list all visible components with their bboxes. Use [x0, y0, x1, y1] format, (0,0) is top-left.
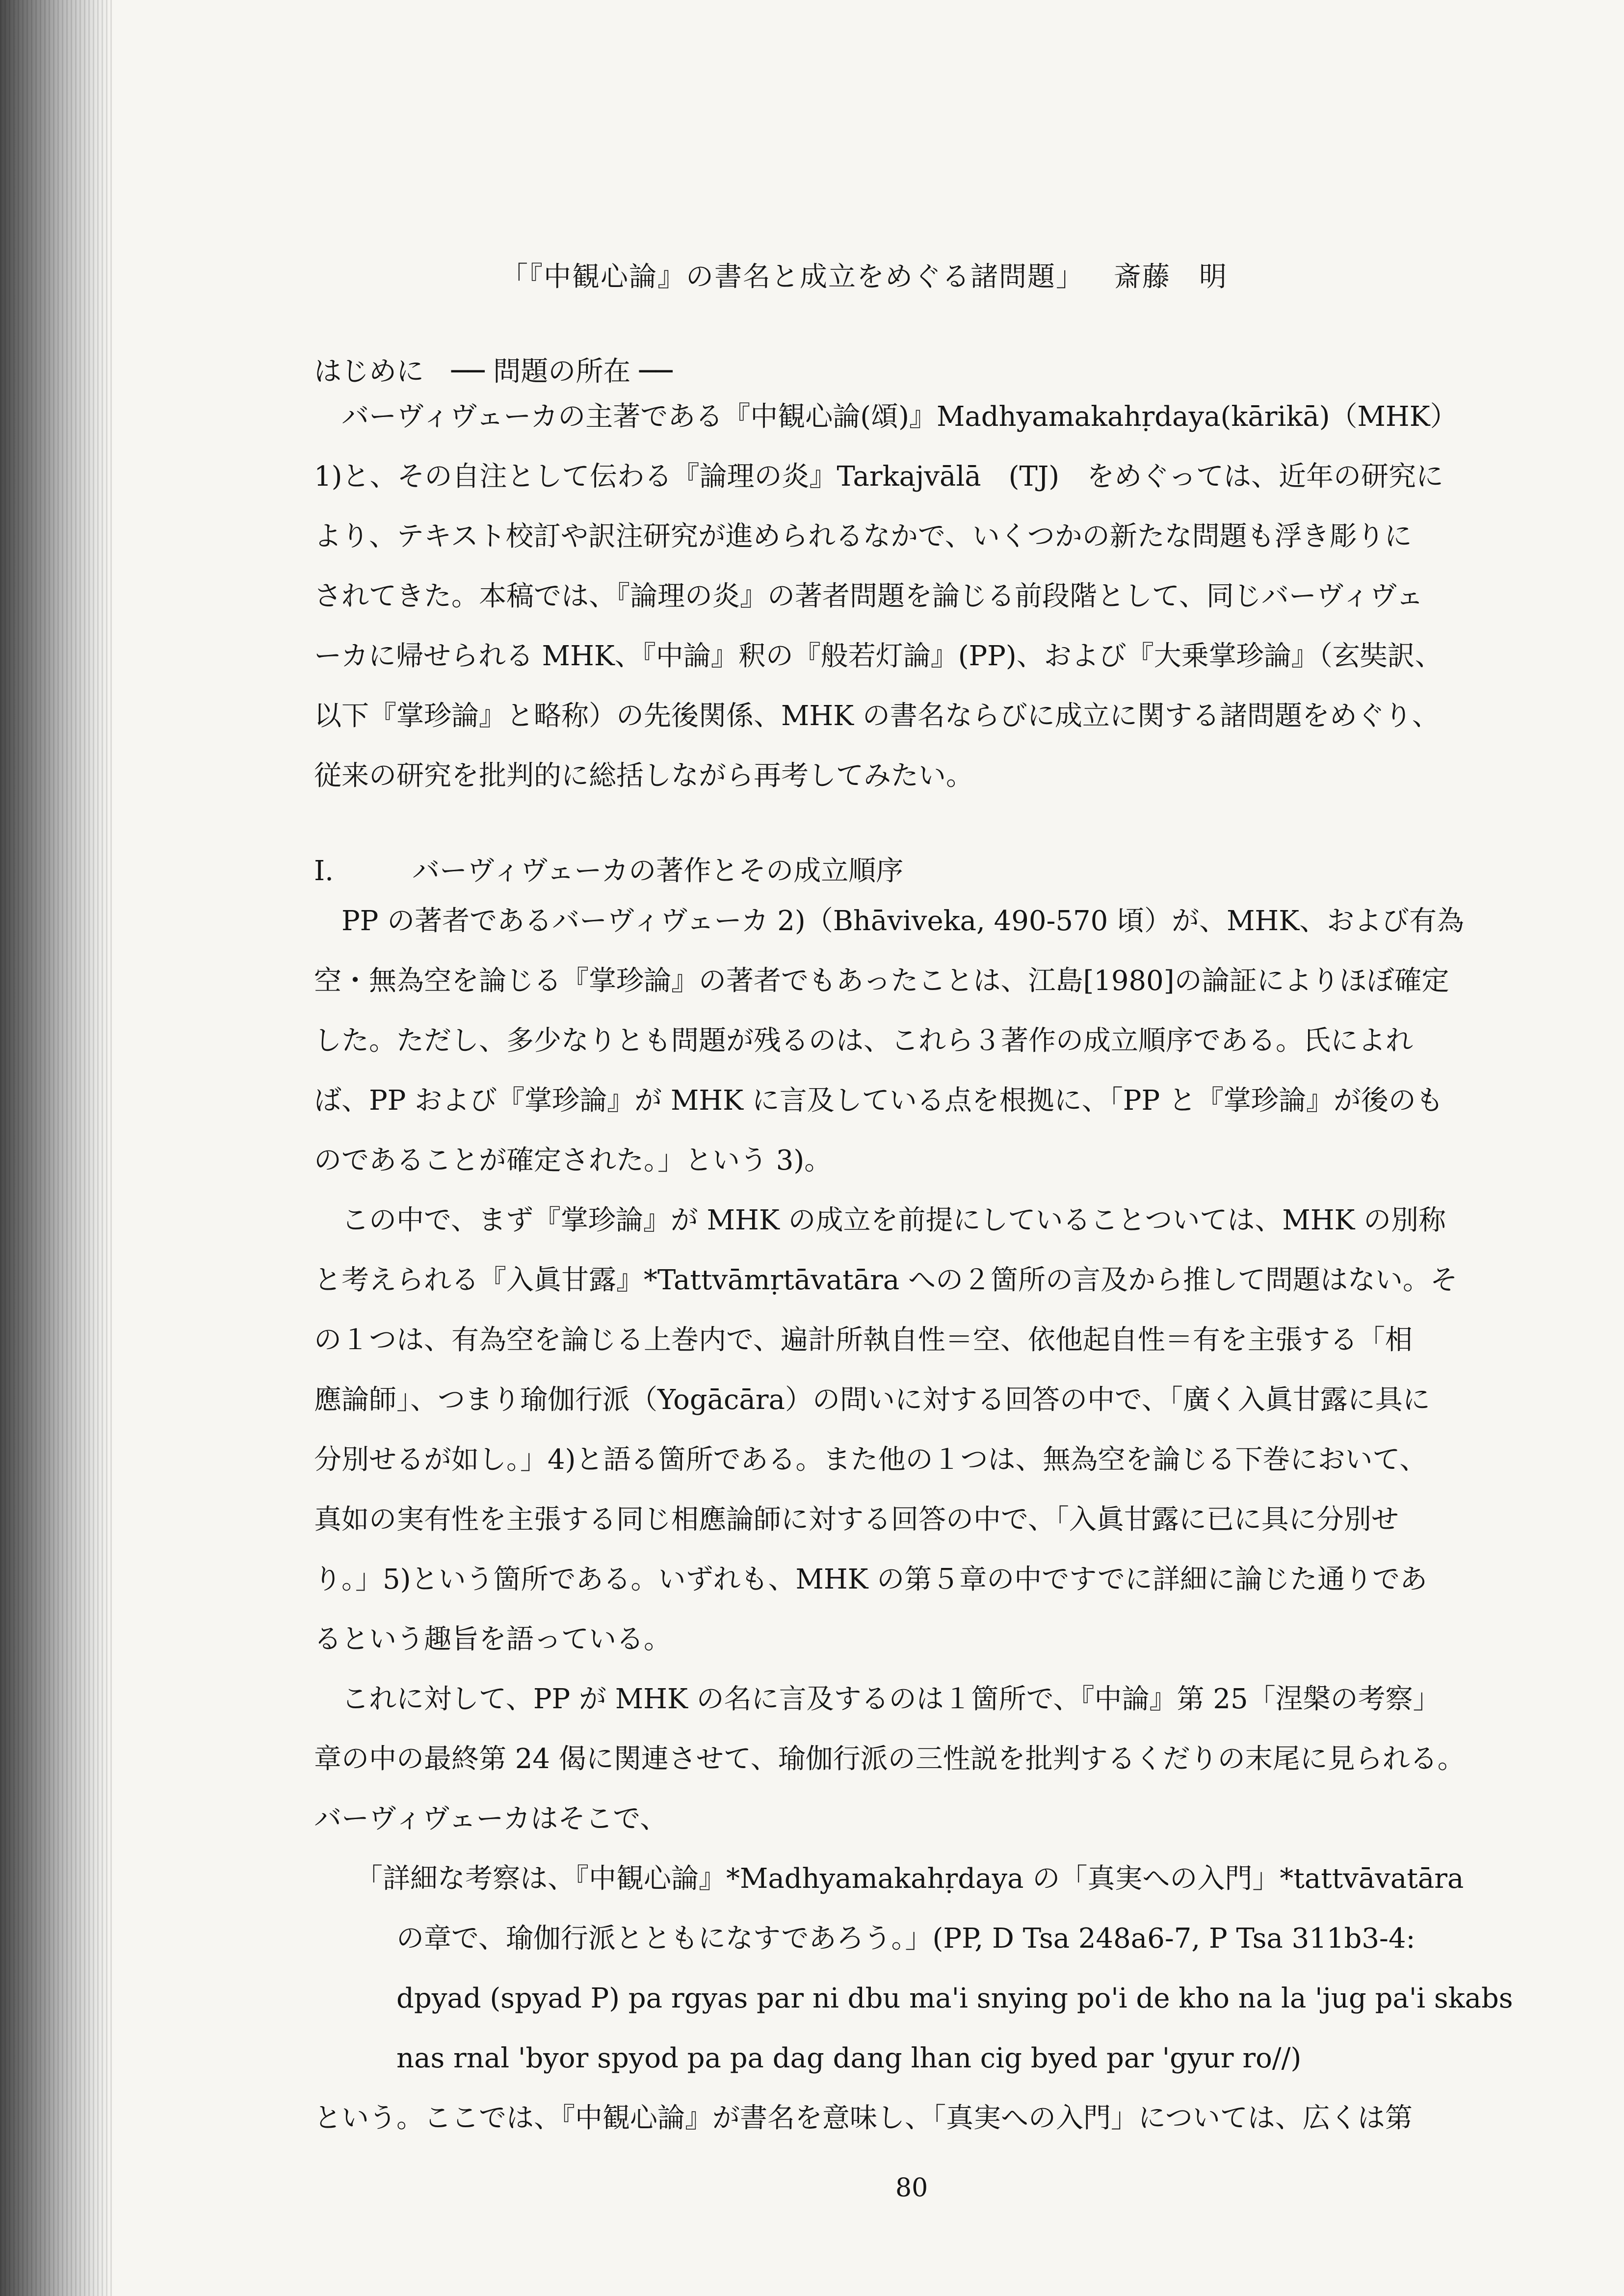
- section-1-line: 空・無為空を論じる『掌珍論』の著者でもあったことは、江島[1980]の論証によりほぼ確定: [314, 965, 1449, 997]
- quotation-line: nas rnal 'byor spyod pa pa dag dang lhan cig byed par 'gyur ro//): [314, 2042, 1302, 2074]
- section-1-line: ば、PP および『掌珍論』が MHK に言及している点を根拠に、「PP と『掌珍論』が後のも: [314, 1085, 1443, 1117]
- section-1-line: という。ここでは、『中観心論』が書名を意味し、「真実への入門」については、広くは第: [314, 2102, 1413, 2134]
- quotation-line: の章で、瑜伽行派とともになすであろう。」(PP, D Tsa 248a6-7, P Tsa 311b3-4:: [314, 1923, 1415, 1955]
- section-1-line: した。ただし、多少なりとも問題が残るのは、これら３著作の成立順序である。氏によれ: [314, 1025, 1413, 1057]
- section-number: I.: [314, 855, 334, 887]
- intro-line: より、テキスト校訂や訳注研究が進められるなかで、いくつかの新たな問題も浮き彫りに: [314, 521, 1412, 552]
- intro-line: ーカに帰せられる MHK、『中論』釈の『般若灯論』(PP)、および『大乗掌珍論』（玄奘訳、: [314, 640, 1442, 672]
- section-1-heading: [314, 855, 904, 887]
- intro-line: 1)と、その自注として伝わる『論理の炎』Tarkajvālā (TJ) をめぐっては、近年の研究に: [314, 461, 1444, 493]
- section-1-line: この中で、まず『掌珍論』が MHK の成立を前提にしていることついては、MHK の別称: [314, 1204, 1446, 1236]
- quotation-line: 「詳細な考察は、『中観心論』*Madhyamakahṛdaya の「真実への入門」*tattvāvatāra: [314, 1863, 1464, 1895]
- paper-title: 「『中観心論』の書名と成立をめぐる諸問題」: [500, 261, 1084, 293]
- section-1-line: バーヴィヴェーカはそこで、: [314, 1803, 668, 1835]
- intro-line: 以下『掌珍論』と略称）の先後関係、MHK の書名ならびに成立に関する諸問題をめぐり、: [314, 700, 1440, 732]
- section-title: バーヴィヴェーカの著作とその成立順序: [412, 855, 904, 887]
- paper-title-line: [500, 255, 1433, 294]
- section-1-line: 分別せるが如し。」4)と語る箇所である。また他の１つは、無為空を論じる下巻において、: [314, 1444, 1427, 1476]
- intro-line: バーヴィヴェーカの主著である『中観心論(頌)』Madhyamakahṛdaya(kārikā)（MHK）: [314, 401, 1458, 433]
- section-1-line: 應論師」、つまり瑜伽行派（Yogācāra）の問いに対する回答の中で、「廣く入眞甘露に具に: [314, 1384, 1430, 1416]
- section-1-line: のであることが確定された。」という 3)。: [314, 1145, 832, 1176]
- quotation-line: dpyad (spyad P) pa rgyas par ni dbu ma'i snying po'i de kho na la 'jug pa'i skabs: [314, 1983, 1513, 2014]
- intro-heading: はじめに ── 問題の所在 ──: [314, 356, 673, 388]
- intro-line: 従来の研究を批判的に総括しながら再考してみたい。: [314, 760, 973, 792]
- author-name: 斎藤 明: [1114, 261, 1228, 293]
- section-1-line: 章の中の最終第 24 偈に関連させて、瑜伽行派の三性説を批判するくだりの末尾に見られる。: [314, 1743, 1465, 1775]
- section-1-line: と考えられる『入眞甘露』*Tattvāmṛtāvatāra への２箇所の言及から推して問題はない。そ: [314, 1264, 1458, 1296]
- page-number: 80: [895, 2173, 928, 2203]
- section-1-line: り。」5)という箇所である。いずれも、MHK の第５章の中ですでに詳細に論じた通りであ: [314, 1564, 1427, 1595]
- book-binding-edge: [0, 0, 113, 2296]
- section-1-line: の１つは、有為空を論じる上巻内で、遍計所執自性＝空、依他起自性＝有を主張する「相: [314, 1324, 1413, 1356]
- section-1-line: 真如の実有性を主張する同じ相應論師に対する回答の中で、「入眞甘露に已に具に分別せ: [314, 1504, 1399, 1536]
- section-1-line: PP の著者であるバーヴィヴェーカ 2)（Bhāviveka, 490-570 頃）が、MHK、および有為: [314, 905, 1465, 937]
- intro-line: されてきた。本稿では、『論理の炎』の著者問題を論じる前段階として、同じバーヴィヴェ: [314, 580, 1424, 612]
- section-1-line: これに対して、PP が MHK の名に言及するのは１箇所で、『中論』第 25「涅槃の考察」: [314, 1683, 1441, 1715]
- section-1-line: るという趣旨を語っている。: [314, 1623, 671, 1655]
